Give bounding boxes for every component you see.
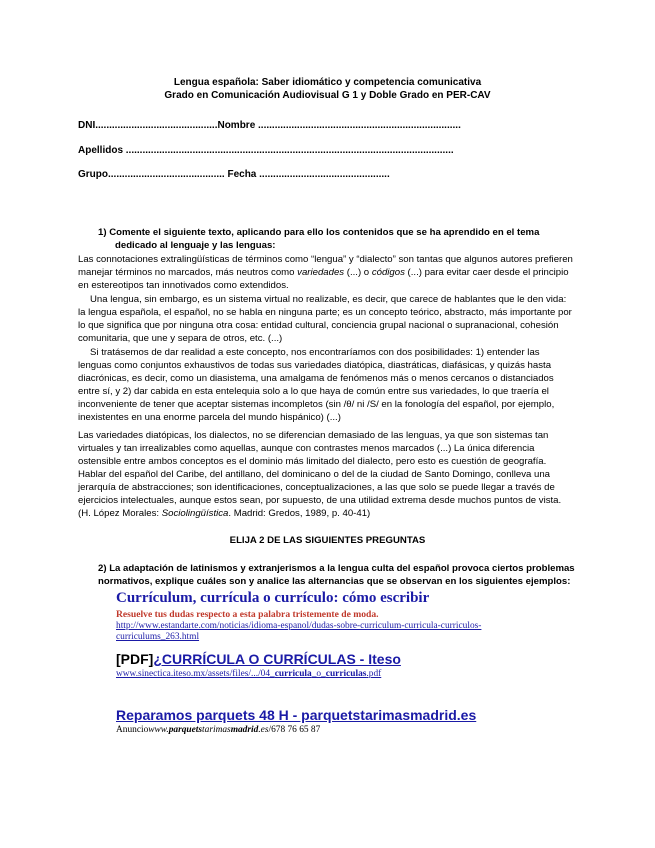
passage-line: inconveniente de tener que aceptar sistemas incompletos (sin /θ/ ni /S/ en la fonología del español, por ejemplo, <box>78 399 555 410</box>
apellidos-field: Apellidos ...................................................................................................................... <box>78 145 454 156</box>
passage-line: inexistentes en una enorme parcela del mundo hispánico) (...) <box>78 412 341 423</box>
dni-field <box>78 120 461 131</box>
passage-line: Hablar del español del Caribe, del antillano, del dominicano o del de la ciudad de Santo Domingo, conlleva una <box>78 469 551 480</box>
document-title: Lengua española: Saber idiomático y competencia comunicativa <box>173 77 482 88</box>
passage-line: comunitaria, que une y separa de otros, etc. (...) <box>78 333 283 344</box>
passage-line: ejercicios intelectuales, aunque estos sean, por supuesto, de una utilidad extrema desde muchos puntos de vista. <box>78 495 562 506</box>
question-1-line-2: dedicado al lenguaje y las lenguas: <box>115 240 276 251</box>
grupo-fecha-field: Grupo.......................................... Fecha ............................................... <box>78 169 390 180</box>
nombre-label: Nombre ......................................................................... <box>217 120 461 131</box>
search-result-snippet: Resuelve tus dudas respecto a esta palabra tristemente de moda. <box>116 609 379 620</box>
search-result-pdf <box>116 651 401 667</box>
passage-line: Las connotaciones extralingüísticas de términos como “lengua” y “dialecto” son tantas que algunos autores prefieren <box>78 254 573 265</box>
document-subtitle: Grado en Comunicación Audiovisual G 1 y Doble Grado en PER-CAV <box>164 90 491 101</box>
search-result-title-curriculum[interactable]: Currículum, currícula o currículo: cómo escribir <box>116 590 430 606</box>
search-result-title-iteso[interactable]: ¿CURRÍCULA O CURRÍCULAS - Iteso <box>153 651 401 667</box>
search-result-url[interactable]: http://www.estandarte.com/noticias/idioma-espanol/dudas-sobre-curriculum-curricula-curriculos- <box>116 621 482 631</box>
passage-line: diacrónicas, es decir, como un diasistema, una amalgama de fenómenos más o menos cercanos o distanciados <box>78 373 554 384</box>
section-heading: ELIJA 2 DE LAS SIGUIENTES PREGUNTAS <box>229 535 426 546</box>
passage-line: la lengua española, el español, no se habla en ninguna parte; es un concepto teórico, abstracto, más importante por <box>78 307 572 318</box>
search-result-url-continued[interactable]: curriculums_263.html <box>116 632 200 642</box>
search-result-url-iteso[interactable]: www.sinectica.iteso.mx/assets/files/.../04_curricula_o_curriculas.pdf <box>116 669 382 679</box>
passage-line: Las variedades diatópicas, los dialectos, no se diferencian demasiado de las lenguas, ya que son sistemas tan <box>78 430 549 441</box>
dni-label: DNI............................................ <box>78 120 218 131</box>
passage-citation: (H. López Morales: Sociolingüística. Madrid: Gredos, 1989, p. 40-41) <box>78 508 371 519</box>
ad-line: Anunciowww.parquetstarimasmadrid.es/678 76 65 87 <box>116 725 321 735</box>
passage-line: Si tratásemos de dar realidad a este concepto, nos encontraríamos con dos posibilidades: 1) entender las <box>90 347 540 358</box>
passage-line: virtuales y tan irrealizables como aquellas, aunque con contrastes menos marcados (...) La única diferencia <box>78 443 535 454</box>
passage-line: entre sí, y 2) dar cabida en esta entelequia solo a lo que haya de común entre sus variedades, lo que traería el <box>78 386 549 397</box>
pdf-prefix: [PDF] <box>116 651 154 667</box>
question-1-line-1: 1) Comente el siguiente texto, aplicando para ello los contenidos que se ha aprendido en el tema <box>98 227 540 238</box>
passage-line: Una lengua, sin embargo, es un sistema virtual no realizable, es decir, que carece de hablantes que le den vida: <box>90 294 567 305</box>
passage-line: ostensible entre ambos conceptos es el dominio más limitado del dialecto, pero esto es cuestión de geografía. <box>78 456 547 467</box>
passage-line: manejar términos no marcados, más neutros como variedades (...) o códigos (...) para evitar caer desde el principio <box>78 267 569 278</box>
question-2-line-1: 2) La adaptación de latinismos y extranjerismos a la lengua culta del español provoca ciertos problemas <box>98 563 575 574</box>
search-result-title-parquets[interactable]: Reparamos parquets 48 H - parquetstarimasmadrid.es <box>116 707 477 723</box>
question-2-line-2: normativos, explique cuáles son y analice las alternancias que se observan en los siguientes ejemplos: <box>98 576 571 587</box>
passage-line: lenguas como conjuntos exhaustivos de todas sus variedades diatópica, diastráticas, diafásicas, y quizás hasta <box>78 360 552 371</box>
passage-line: lo que significa que por ninguna otra cosa: entidad cultural, conciencia grupal nacional o supranacional, cohesión <box>78 320 559 331</box>
passage-line: en estereotipos tan innotivados como extendidos. <box>78 280 289 291</box>
passage-line: jerarquía de abstracciones; son identificaciones, conceptualizaciones, a las que solo se puede llegar a través de <box>78 482 555 493</box>
